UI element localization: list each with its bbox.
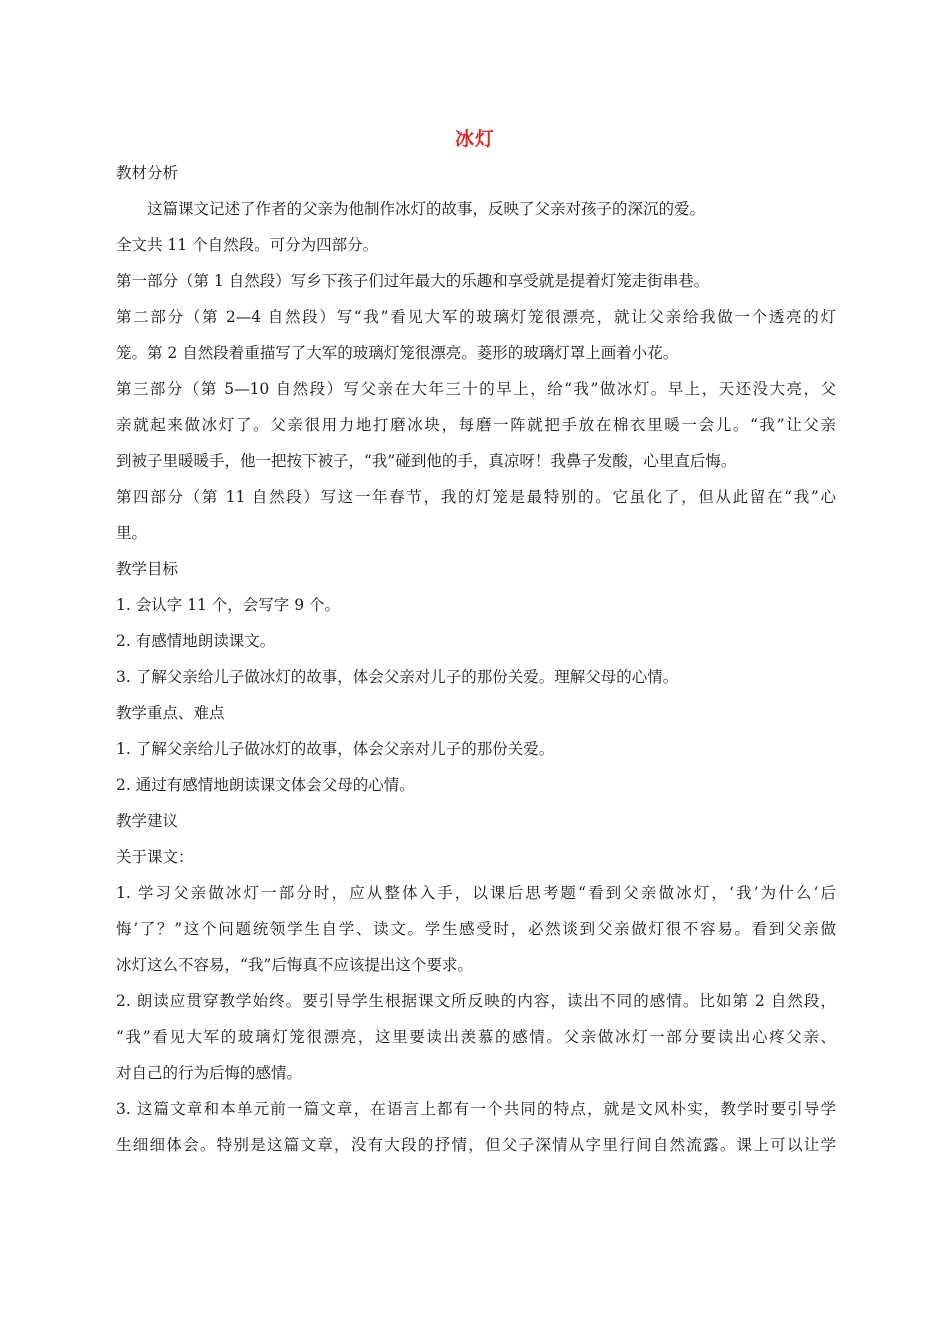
text-line: 第二部分（第 2—4 自然段）写“我”看见大军的玻璃灯笼很漂亮，就让父亲给我做一个透亮的灯 xyxy=(116,308,836,326)
document-title: 冰灯 xyxy=(454,128,495,150)
text-line: 教学建议 xyxy=(116,812,179,830)
text-line: 1. 会认字 11 个，会写字 9 个。 xyxy=(116,596,341,614)
text-line: 教学目标 xyxy=(116,560,179,578)
text-line: 冰灯这么不容易，“我”后悔真不应该提出这个要求。 xyxy=(116,956,473,974)
text-line: 2. 有感情地朗读课文。 xyxy=(116,632,276,650)
text-line: 全文共 11 个自然段。可分为四部分。 xyxy=(116,236,379,254)
text-line: 亲就起来做冰灯了。父亲很用力地打磨冰块，每磨一阵就把手放在棉衣里暖一会儿。“我”让父亲 xyxy=(116,416,836,434)
text-line: 这篇课文记述了作者的父亲为他制作冰灯的故事，反映了父亲对孩子的深沉的爱。 xyxy=(147,200,706,218)
text-line: 关于课文： xyxy=(116,848,194,866)
text-line: 1. 学习父亲做冰灯一部分时，应从整体入手，以课后思考题“看到父亲做冰灯，‘我’为什么‘后 xyxy=(116,884,836,902)
text-line: 对自己的行为后悔的感情。 xyxy=(116,1064,303,1082)
text-line: 里。 xyxy=(116,524,148,542)
text-line: 2. 通过有感情地朗读课文体会父母的心情。 xyxy=(116,776,415,794)
text-line: 第一部分（第 1 自然段）写乡下孩子们过年最大的乐趣和享受就是提着灯笼走街串巷。 xyxy=(116,272,710,290)
text-line: 2. 朗读应贯穿教学始终。要引导学生根据课文所反映的内容，读出不同的感情。比如第 2 自然段， xyxy=(116,992,836,1010)
text-line: 笼。第 2 自然段着重描写了大军的玻璃灯笼很漂亮。菱形的玻璃灯罩上画着小花。 xyxy=(116,344,679,362)
text-line: 教学重点、难点 xyxy=(116,704,225,722)
text-line: 教材分析 xyxy=(116,164,179,182)
document-body xyxy=(116,159,836,1167)
text-line: “我”看见大军的玻璃灯笼很漂亮，这里要读出羡慕的感情。父亲做冰灯一部分要读出心疼父亲、 xyxy=(116,1028,836,1046)
text-line: 到被子里暖暖手，他一把按下被子，“我”碰到他的手，真凉呀！我鼻子发酸，心里直后悔。 xyxy=(116,452,737,470)
text-line: 3. 了解父亲给儿子做冰灯的故事，体会父亲对儿子的那份关爱。理解父母的心情。 xyxy=(116,668,679,686)
text-line: 1. 了解父亲给儿子做冰灯的故事，体会父亲对儿子的那份关爱。 xyxy=(116,740,555,758)
text-line: 悔’了？”这个问题统领学生自学、读文。学生感受时，必然谈到父亲做灯很不容易。看到父亲做 xyxy=(116,920,836,938)
text-line: 第四部分（第 11 自然段）写这一年春节，我的灯笼是最特别的。它虽化了，但从此留在“我”心 xyxy=(116,488,836,506)
text-line: 生细细体会。特别是这篇文章，没有大段的抒情，但父子深情从字里行间自然流露。课上可以让学 xyxy=(116,1136,836,1154)
text-line: 3. 这篇文章和本单元前一篇文章，在语言上都有一个共同的特点，就是文风朴实，教学时要引导学 xyxy=(116,1100,836,1118)
text-line: 第三部分（第 5—10 自然段）写父亲在大年三十的早上，给“我”做冰灯。早上，天还没大亮，父 xyxy=(116,380,836,398)
